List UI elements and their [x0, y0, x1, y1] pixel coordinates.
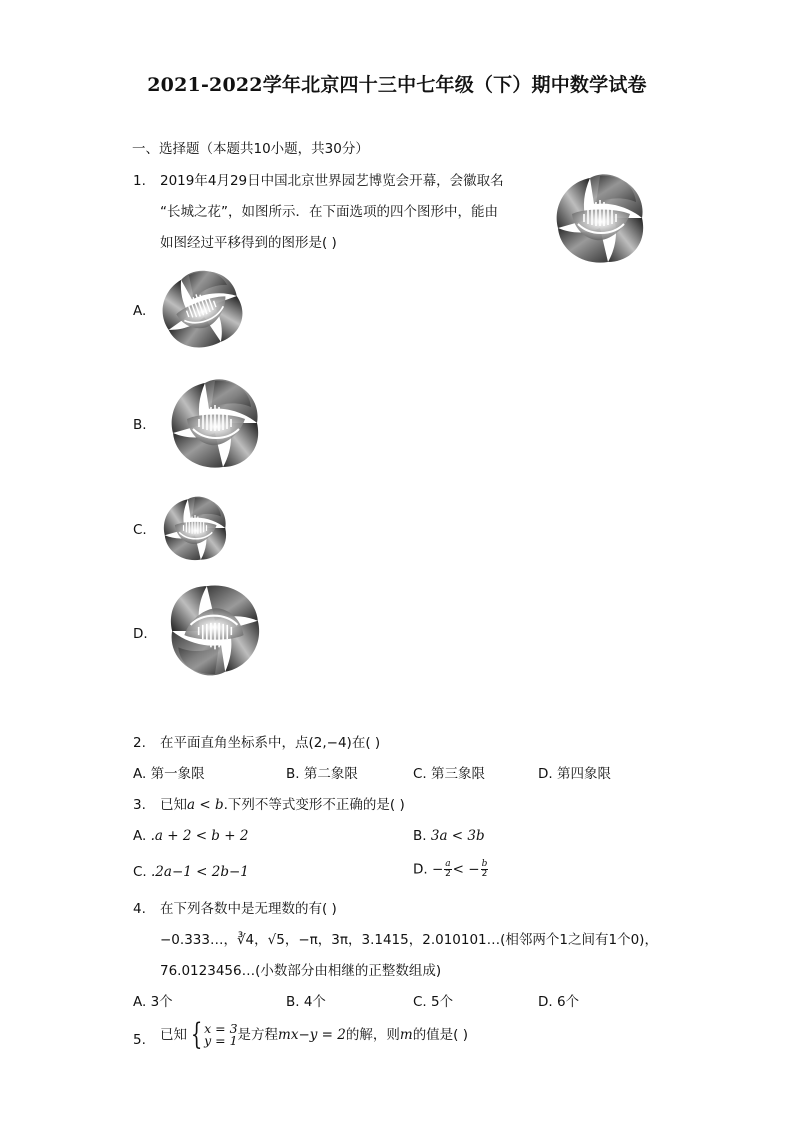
q1-option-d-image[interactable] [155, 580, 275, 682]
q3-option-b-math: 3a < 3b [430, 828, 485, 844]
q3-option-a-math: .a + 2 < b + 2 [150, 828, 249, 844]
q4-stem: 在下列各数中是无理数的有( ) [160, 901, 337, 917]
q3-option-b-label: B. [413, 828, 427, 844]
q3-option-a-label: A. [133, 828, 147, 844]
q1-option-c-image[interactable] [154, 492, 236, 564]
q3-option-d-frac-a [444, 860, 451, 879]
q3-option-b[interactable] [413, 827, 485, 845]
q5-mid: 是方程 [237, 1027, 279, 1043]
q3-option-d-lt: < − [452, 861, 480, 878]
q2-option-c[interactable]: C. 第三象限 [413, 766, 486, 782]
q2-option-b[interactable]: B. 第二象限 [286, 766, 358, 782]
q1-line3: 如图经过平移得到的图形是( ) [160, 235, 337, 251]
q3-stem-pre: 已知 [160, 797, 187, 813]
system-row-2: y = 1 [204, 1033, 238, 1048]
q4-numbers-line: −0.333…，∛4，√5，−π，3π，3.1415，2.010101…(相邻两个1之间有1个0)， [160, 932, 658, 948]
q4-number: 4. [133, 901, 146, 917]
q5-pre: 已知 [160, 1027, 187, 1043]
q4-option-d[interactable]: D. 6个 [538, 994, 580, 1010]
brace-glyph: { [190, 1017, 203, 1052]
q1-option-c-label[interactable]: C. [133, 522, 147, 538]
q5-end: 的值是( ) [412, 1027, 469, 1043]
q3-option-d-frac-b-den: 2 [481, 869, 488, 879]
q3-option-c[interactable] [133, 863, 249, 881]
q2-option-a[interactable]: A. 第一象限 [133, 766, 205, 782]
q3-stem-post: .下列不等式变形不正确的是( ) [223, 797, 405, 813]
q1-option-a-label[interactable]: A. [133, 303, 147, 319]
q5-stem [160, 1017, 469, 1052]
q3-option-d[interactable] [413, 860, 489, 879]
q3-option-d-frac-a-den: 2 [445, 869, 451, 879]
q2-number: 2. [133, 735, 146, 751]
q4-option-a[interactable]: A. 3个 [133, 994, 173, 1010]
q5-number: 5. [133, 1032, 146, 1048]
q3-option-c-label: C. [133, 864, 147, 880]
q1-option-a-image[interactable] [157, 266, 247, 356]
q3-option-d-frac-b-num: b [481, 859, 488, 869]
q4-option-c[interactable]: C. 5个 [413, 994, 454, 1010]
q3-stem-math: a < b [187, 797, 224, 813]
q3-stem [160, 796, 405, 814]
q3-option-d-frac-b [481, 860, 489, 879]
q1-option-b-label[interactable]: B. [133, 417, 147, 433]
section-heading: 一、选择题（本题共10小题，共30分） [132, 141, 369, 157]
q3-number: 3. [133, 797, 146, 813]
q2-stem: 在平面直角坐标系中，点(2,−4)在( ) [160, 735, 381, 751]
q5-variable: m [399, 1027, 413, 1043]
q5-equation: mx−y = 2 [278, 1027, 346, 1043]
q3-option-c-math: .2a−1 < 2b−1 [151, 864, 249, 880]
q3-option-d-label: D. [413, 861, 428, 878]
q1-option-b-image[interactable] [155, 373, 275, 473]
q2-option-d[interactable]: D. 第四象限 [538, 766, 611, 782]
q1-line1: 2019年4月29日中国北京世界园艺博览会开幕，会徽取名 [160, 173, 504, 189]
equation-system [187, 1017, 238, 1052]
world-expo-emblem-image [540, 168, 660, 268]
q3-option-a[interactable] [133, 827, 248, 845]
q5-post: 的解，则 [345, 1027, 400, 1043]
q1-option-d-label[interactable]: D. [133, 626, 148, 642]
page-title: 2021-2022学年北京四十三中七年级（下）期中数学试卷 [147, 74, 647, 96]
q3-option-d-minus: − [431, 861, 444, 878]
q4-numbers-line-2: 76.0123456…(小数部分由相继的正整数组成) [160, 963, 442, 979]
system-row-1: x = 3 [204, 1021, 238, 1036]
q1-line2: “长城之花”，如图所示．在下面选项的四个图形中，能由 [160, 204, 498, 220]
q4-option-b[interactable]: B. 4个 [286, 994, 326, 1010]
q1-number: 1. [133, 173, 146, 189]
q3-option-d-frac-a-num: a [445, 859, 451, 869]
